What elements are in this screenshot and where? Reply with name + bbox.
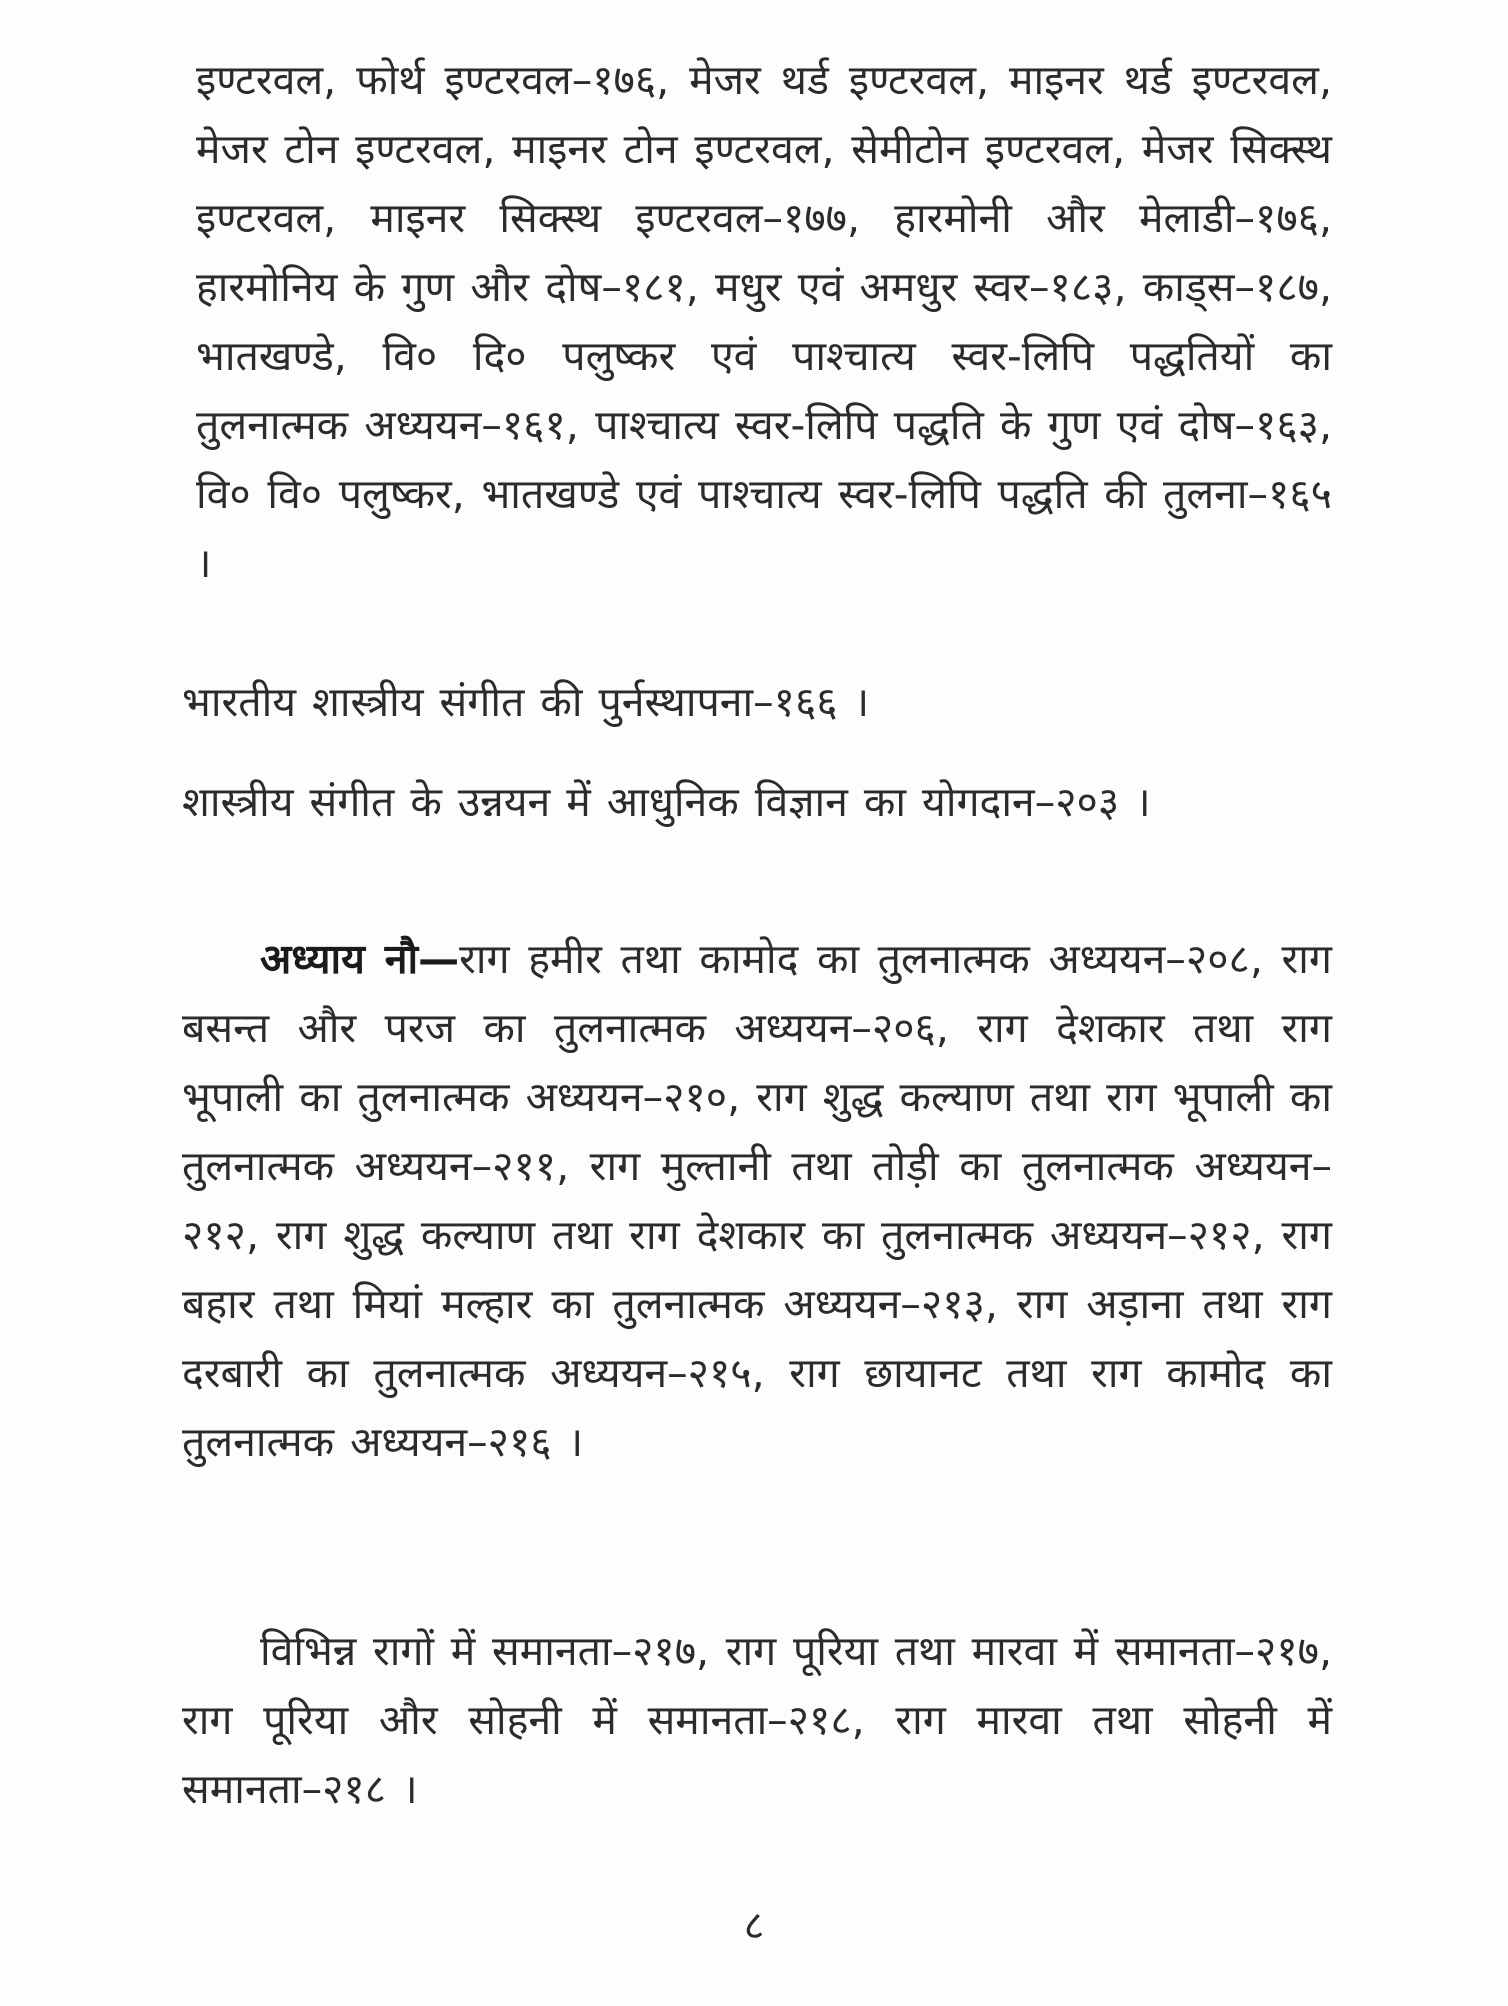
paragraph-text: भारतीय शास्त्रीय संगीत की पुर्नस्थापना–१६६ । [182, 678, 870, 726]
contents-paragraph-intervals [196, 46, 1332, 598]
paragraph-text: इण्टरवल, फोर्थ इण्टरवल–१७६, मेजर थर्ड इण्टरवल, माइनर थर्ड इण्टरवल, मेजर टोन इण्टरवल, माइनर टोन इण्टरवल, सेमीटोन इण्टरवल, मेजर सिक्स्थ इण्टरवल, माइनर सिक्स्थ इण्टरवल–१७७, हारमोनी और मेलाडी–१७६, हारमोनिय के गुण और दोष–१८१, मधुर एवं अमधुर स्वर–१८३, काड्‌स–१८७, भातखण्डे, वि० दि० पलुष्कर एवं पाश्चात्य स्वर-लिपि पद्धतियों का तुलनात्मक अध्ययन–१६१, पाश्चात्य स्वर-लिपि पद्धति के गुण एवं दोष–१६३, वि० वि० पलुष्कर, भातखण्डे एवं पाश्चात्य स्वर-लिपि पद्धति की तुलना–१६५ । [196, 56, 1332, 587]
contents-paragraph-science [182, 768, 1332, 837]
chapter-heading: अध्याय नौ— [260, 935, 460, 983]
page-number: ८ [743, 1903, 765, 1949]
paragraph-text: विभिन्न रागों में समानता–२१७, राग पूरिया तथा मारवा में समानता–२१७, राग पूरिया और सोहनी में समानता–२१८, राग मारवा तथा सोहनी में समानता–२१८ । [182, 1627, 1332, 1813]
chapter-nine-text [182, 925, 1332, 1477]
paragraph-text: शास्त्रीय संगीत के उन्नयन में आधुनिक विज्ञान का योगदान–२०३ । [182, 778, 1151, 826]
contents-paragraph-similarity [182, 1617, 1332, 1824]
contents-paragraph-chapter-nine [182, 925, 1332, 1477]
contents-paragraph-restoration [182, 668, 1332, 737]
paragraph-text: राग हमीर तथा कामोद का तुलनात्मक अध्ययन–२०८, राग बसन्त और परज का तुलनात्मक अध्ययन–२०६, राग देशकार तथा राग भूपाली का तुलनात्मक अध्ययन–२१०, राग शुद्ध कल्याण तथा राग भूपाली का तुलनात्मक अध्ययन–२११, राग मुल्तानी तथा तोड़ी का तुलनात्मक अध्ययन–२१२, राग शुद्ध कल्याण तथा राग देशकार का तुलनात्मक अध्ययन–२१२, राग बहार तथा मियां मल्हार का तुलनात्मक अध्ययन–२१३, राग अड़ाना तथा राग दरबारी का तुलनात्मक अध्ययन–२१५, राग छायानट तथा राग कामोद का तुलनात्मक अध्ययन–२१६ । [182, 935, 1332, 1466]
